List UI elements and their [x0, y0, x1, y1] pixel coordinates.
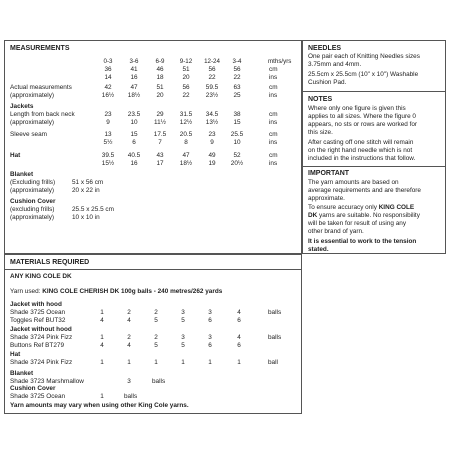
materials-footer: Yarn amounts may vary when using other King Cole yarns. [10, 402, 189, 409]
important-line-7: other brand of yarn. [308, 228, 364, 235]
sleeve-ins-value: 7 [158, 139, 162, 146]
blanket-label-2: (approximately) [10, 187, 55, 194]
actual-ins-value: 16½ [101, 92, 115, 99]
materials-quantity: 1 [154, 359, 158, 366]
sleeve-ins-value: 6 [132, 139, 136, 146]
materials-row-label: Shade 3724 Pink Fizz [10, 334, 73, 341]
materials-quantity: 5 [154, 317, 158, 324]
length-ins-value: 11½ [154, 119, 166, 126]
hat-cm-value: 43 [156, 152, 164, 159]
hat-cm-value: 40.5 [127, 152, 141, 159]
cushion-heading: Cushion Cover [10, 198, 56, 205]
important-line-1: The yarn amounts are based on [308, 179, 399, 186]
materials-quantity: 1 [100, 393, 104, 400]
actual-cm-value: 56 [182, 84, 190, 91]
blanket-value-in: 20 x 22 in [72, 187, 100, 194]
notes-line-6: on the right hand needle which is not [308, 147, 413, 154]
materials-quantity: 4 [237, 334, 241, 341]
sleeve-cm-value: 15 [130, 131, 138, 138]
actual-label-1: Actual measurements [10, 84, 72, 91]
materials-quantity: 5 [181, 317, 185, 324]
materials-quantity: 6 [237, 317, 241, 324]
notes-line-7: included in the instructions that follow. [308, 155, 416, 162]
size-label: 6-9 [155, 58, 165, 65]
hat-cm-value: 39.5 [101, 152, 115, 159]
materials-quantity: 4 [237, 309, 241, 316]
chest-ins-value: 20 [182, 74, 190, 81]
hat-ins-value: 18½ [179, 160, 193, 167]
sleeve-ins-value: 9 [210, 139, 214, 146]
length-cm-value: 34.5 [205, 111, 219, 118]
length-cm-value: 23 [104, 111, 112, 118]
divider [302, 91, 446, 92]
measurements-heading: MEASUREMENTS [10, 45, 70, 52]
materials-quantity: 2 [154, 334, 158, 341]
chest-cm-value: 56 [233, 66, 241, 73]
length-ins-value: 10 [130, 119, 138, 126]
sleeve-ins-value: 8 [184, 139, 188, 146]
sleeve-ins-value: 10 [233, 139, 241, 146]
materials-unit: balls [124, 393, 138, 400]
important-heading: IMPORTANT [308, 170, 350, 177]
hat-ins-value: 20½ [230, 160, 244, 167]
blanket-heading: Blanket [10, 171, 34, 178]
sleeve-cm-value: 13 [104, 131, 112, 138]
actual-ins-value: 22 [182, 92, 190, 99]
materials-quantity: 2 [127, 309, 131, 316]
materials-quantity: 3 [208, 334, 212, 341]
unit-ins: ins [269, 160, 278, 167]
unit-cm: cm [269, 152, 278, 159]
cushion-value-cm: 25.5 x 25.5 cm [72, 206, 114, 213]
materials-quantity: 6 [208, 317, 212, 324]
length-ins-value: 15 [233, 119, 241, 126]
materials-quantity: 2 [127, 334, 131, 341]
materials-unit: balls [268, 309, 282, 316]
hat-ins-value: 19 [208, 160, 216, 167]
important-line-9: stated. [308, 246, 329, 253]
length-cm-value: 23.5 [127, 111, 141, 118]
important-line-3: approximate. [308, 195, 345, 202]
materials-quantity: 4 [100, 342, 104, 349]
actual-ins-value: 20 [156, 92, 164, 99]
unit-ins: ins [269, 139, 278, 146]
chest-ins-value: 22 [208, 74, 216, 81]
materials-quantity: 3 [127, 378, 131, 385]
hat-ins-value: 15½ [101, 160, 115, 167]
length-cm-value: 29 [156, 111, 164, 118]
materials-row-label: Shade 3723 Marshmallow [10, 378, 84, 385]
cushion-value-in: 10 x 10 in [72, 214, 100, 221]
jackets-heading: Jackets [10, 103, 34, 110]
unit-ins: ins [269, 74, 278, 81]
divider [302, 166, 446, 167]
sleeve-cm-value: 20.5 [179, 131, 193, 138]
needles-line-1: One pair each of Knitting Needles sizes [308, 53, 420, 60]
important-line-4: To ensure accuracy only KING COLE [308, 204, 415, 211]
materials-row-label: Shade 3725 Ocean [10, 309, 66, 316]
size-label: 0-3 [103, 58, 113, 65]
actual-cm-value: 59.5 [205, 84, 219, 91]
blanket-value-cm: 51 x 56 cm [72, 179, 104, 186]
materials-quantity: 2 [154, 309, 158, 316]
materials-quantity: 1 [237, 359, 241, 366]
materials-quantity: 3 [181, 309, 185, 316]
hat-cm-value: 47 [182, 152, 190, 159]
materials-row-label: Toggles Ref BUT32 [10, 317, 66, 324]
notes-line-2: applies to all sizes. Where the figure 0 [308, 113, 416, 120]
cushion-label-2: (approximately) [10, 214, 55, 221]
materials-subheading: ANY KING COLE DK [10, 273, 72, 280]
materials-quantity: 1 [181, 359, 185, 366]
size-label: 12-24 [204, 58, 220, 65]
materials-heading: MATERIALS REQUIRED [10, 259, 90, 266]
needles-line-3: 25.5cm x 25.5cm (10" x 10") Washable [308, 71, 419, 78]
hat-heading: Hat [10, 152, 21, 159]
needles-line-2: 3.75mm and 4mm. [308, 61, 362, 68]
materials-unit: balls [152, 378, 166, 385]
notes-heading: NOTES [308, 96, 333, 103]
materials-group-title: Hat [10, 351, 21, 358]
hat-cm-value: 52 [233, 152, 241, 159]
sizes-unit: mths/yrs [268, 58, 292, 65]
materials-quantity: 1 [127, 359, 131, 366]
actual-ins-value: 18½ [127, 92, 141, 99]
unit-cm: cm [269, 84, 278, 91]
materials-row-label: Buttons Ref BT279 [10, 342, 64, 349]
length-ins-value: 12½ [179, 119, 193, 126]
materials-quantity: 1 [100, 334, 104, 341]
length-ins-value: 13½ [205, 119, 219, 126]
chest-cm-value: 41 [130, 66, 138, 73]
materials-row-label: Shade 3725 Ocean [10, 393, 66, 400]
actual-ins-value: 23½ [205, 92, 219, 99]
materials-group-title: Cushion Cover [10, 385, 56, 392]
materials-group-title: Jacket without hood [10, 326, 72, 333]
materials-quantity: 3 [208, 309, 212, 316]
actual-cm-value: 42 [104, 84, 112, 91]
length-label-2: (approximately) [10, 119, 55, 126]
size-label: 9-12 [179, 58, 193, 65]
cushion-label-1: (excluding frills) [10, 206, 55, 213]
materials-row-label: Shade 3724 Pink Fizz [10, 359, 73, 366]
hat-ins-value: 17 [156, 160, 164, 167]
chest-cm-value: 51 [182, 66, 190, 73]
unit-ins: ins [269, 119, 278, 126]
unit-ins: ins [269, 92, 278, 99]
sleeve-cm-value: 23 [208, 131, 216, 138]
notes-line-1: Where only one figure is given this [308, 105, 406, 112]
chest-ins-value: 14 [104, 74, 112, 81]
materials-quantity: 5 [154, 342, 158, 349]
chest-ins-value: 18 [156, 74, 164, 81]
length-cm-value: 31.5 [179, 111, 193, 118]
sleeve-label: Sleeve seam [10, 131, 47, 138]
actual-label-2: (approximately) [10, 92, 55, 99]
hat-cm-value: 49 [208, 152, 216, 159]
important-line-5: DK yarns are suitable. No responsibility [308, 212, 420, 219]
divider [4, 269, 302, 270]
sleeve-ins-value: 5½ [103, 139, 113, 146]
actual-ins-value: 25 [233, 92, 241, 99]
length-label-1: Length from back neck [10, 111, 75, 118]
unit-cm: cm [269, 111, 278, 118]
hat-ins-value: 16 [130, 160, 138, 167]
important-line-6: will be taken for result of using any [308, 220, 407, 227]
materials-quantity: 5 [181, 342, 185, 349]
materials-quantity: 6 [208, 342, 212, 349]
materials-unit: balls [268, 334, 282, 341]
materials-group-title: Blanket [10, 370, 34, 377]
notes-line-3: appears, no sts or rows are worked for [308, 121, 418, 128]
chest-cm-value: 36 [104, 66, 112, 73]
materials-quantity: 1 [100, 359, 104, 366]
sleeve-cm-value: 25.5 [230, 131, 244, 138]
materials-quantity: 4 [127, 317, 131, 324]
notes-line-4: this size. [308, 129, 333, 136]
important-line-2: average requirements and are therefore [308, 187, 421, 194]
unit-cm: cm [269, 131, 278, 138]
actual-cm-value: 51 [156, 84, 164, 91]
chest-cm-value: 56 [208, 66, 216, 73]
chest-ins-value: 16 [130, 74, 138, 81]
length-ins-value: 9 [106, 119, 110, 126]
needles-line-4: Cushion Pad. [308, 79, 347, 86]
important-line-8: It is essential to work to the tension [308, 238, 417, 245]
actual-cm-value: 63 [233, 84, 241, 91]
length-cm-value: 38 [233, 111, 241, 118]
notes-line-5: After casting off one stitch will remain [308, 139, 414, 146]
size-label: 3-6 [129, 58, 139, 65]
materials-quantity: 1 [100, 309, 104, 316]
yarn-used-line: Yarn used: KING COLE CHERISH DK 100g balls - 240 metres/262 yards [10, 288, 223, 295]
materials-quantity: 4 [127, 342, 131, 349]
blanket-label-1: (Excluding frills) [10, 179, 56, 186]
chest-ins-value: 22 [233, 74, 241, 81]
chest-cm-value: 46 [156, 66, 164, 73]
materials-quantity: 6 [237, 342, 241, 349]
materials-quantity: 3 [181, 334, 185, 341]
materials-quantity: 4 [100, 317, 104, 324]
materials-unit: ball [268, 359, 278, 366]
sleeve-cm-value: 17.5 [153, 131, 167, 138]
unit-cm: cm [269, 66, 278, 73]
materials-group-title: Jacket with hood [10, 301, 62, 308]
size-label: 3-4 [232, 58, 242, 65]
materials-quantity: 1 [208, 359, 212, 366]
needles-heading: NEEDLES [308, 45, 342, 52]
actual-cm-value: 47 [130, 84, 138, 91]
